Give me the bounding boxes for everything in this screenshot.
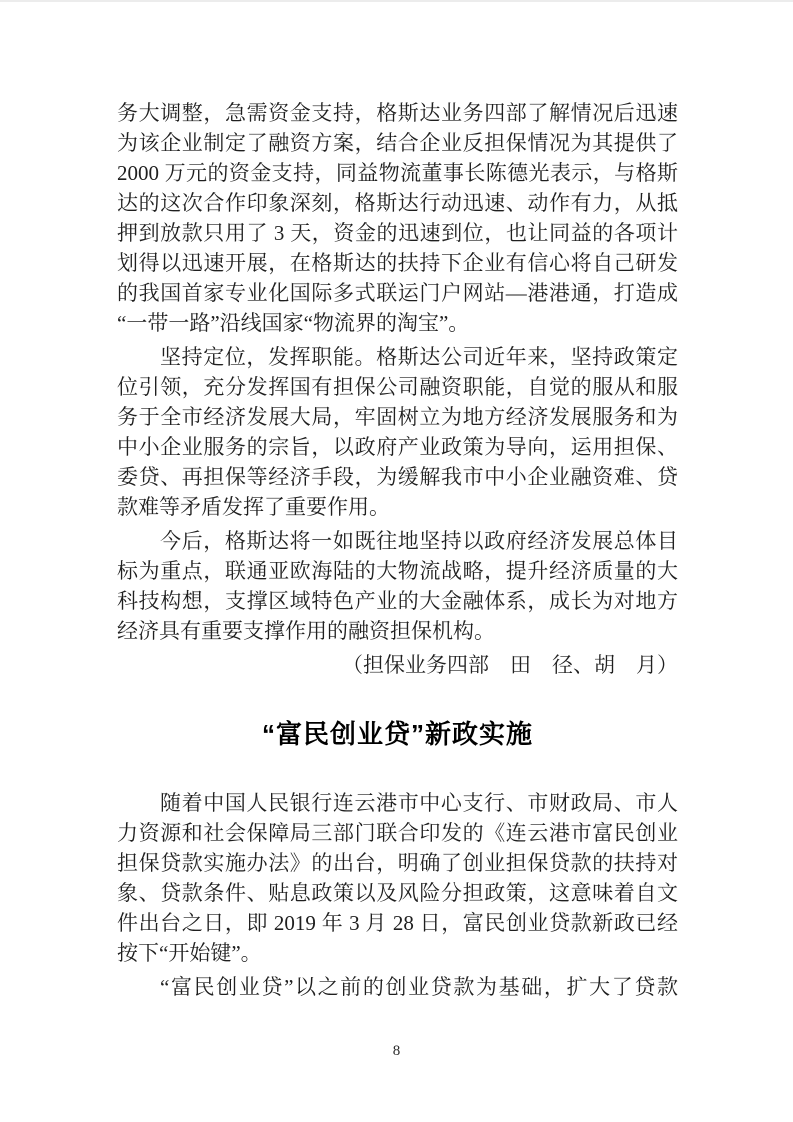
text-line: 担保贷款实施办法》的出台，明确了创业担保贷款的扶持对 [117, 851, 678, 875]
text-line: 押到放款只用了 3 天，资金的迅速到位，也让同益的各项计 [117, 221, 678, 245]
text-line: 委贷、再担保等经济手段，为缓解我市中小企业融资难、贷 [117, 465, 678, 489]
text-line: 经济具有重要支撑作用的融资担保机构。 [117, 619, 495, 643]
text-line: 位引领，充分发挥国有担保公司融资职能，自觉的服从和服 [117, 375, 678, 399]
text-line: 标为重点，联通亚欧海陆的大物流战略，提升经济质量的大 [117, 559, 678, 583]
text-line: 划得以迅速开展，在格斯达的扶持下企业有信心将自己研发 [117, 251, 678, 275]
text-line: 随着中国人民银行连云港市中心支行、市财政局、市人 [160, 791, 678, 815]
text-line: “一带一路”沿线国家“物流界的淘宝”。 [117, 311, 470, 335]
page-content [117, 98, 678, 1006]
text-line: 达的这次合作印象深刻，格斯达行动迅速、动作有力，从抵 [117, 191, 678, 215]
page-number: 8 [392, 1043, 401, 1059]
byline: （担保业务四部 田 径、胡 月） [342, 653, 678, 677]
text-line: 务于全市经济发展大局，牢固树立为地方经济发展服务和为 [117, 405, 678, 429]
article-title: “富民创业贷”新政实施 [261, 719, 533, 749]
text-line: 力资源和社会保障局三部门联合印发的《连云港市富民创业 [117, 821, 678, 845]
text-line: 为该企业制定了融资方案，结合企业反担保情况为其提供了 [117, 131, 678, 155]
text-line: 款难等矛盾发挥了重要作用。 [117, 495, 390, 519]
text-line: 2000 万元的资金支持，同益物流董事长陈德光表示，与格斯 [117, 161, 678, 185]
paragraph [117, 342, 678, 522]
text-line: 象、贷款条件、贴息政策以及风险分担政策，这意味着自文 [117, 881, 678, 905]
text-line: 的我国首家专业化国际多式联运门户网站—港港通，打造成 [117, 281, 678, 305]
text-line: 务大调整，急需资金支持，格斯达业务四部了解情况后迅速 [117, 101, 678, 125]
text-line: “富民创业贷”以之前的创业贷款为基础，扩大了贷款 [160, 975, 678, 999]
paragraph [117, 972, 678, 1002]
text-line: 件出台之日，即 2019 年 3 月 28 日，富民创业贷款新政已经 [117, 911, 678, 935]
text-line: 按下“开始键”。 [117, 941, 262, 965]
paragraph [117, 788, 678, 968]
text-line: 科技构想，支撑区域特色产业的大金融体系，成长为对地方 [117, 589, 678, 613]
text-line: 坚持定位，发挥职能。格斯达公司近年来，坚持政策定 [160, 345, 678, 369]
paragraph-continuation [117, 98, 678, 338]
text-line: 中小企业服务的宗旨，以政府产业政策为导向，运用担保、 [117, 435, 678, 459]
paragraph [117, 526, 678, 646]
text-line: 今后，格斯达将一如既往地坚持以政府经济发展总体目 [160, 529, 678, 553]
